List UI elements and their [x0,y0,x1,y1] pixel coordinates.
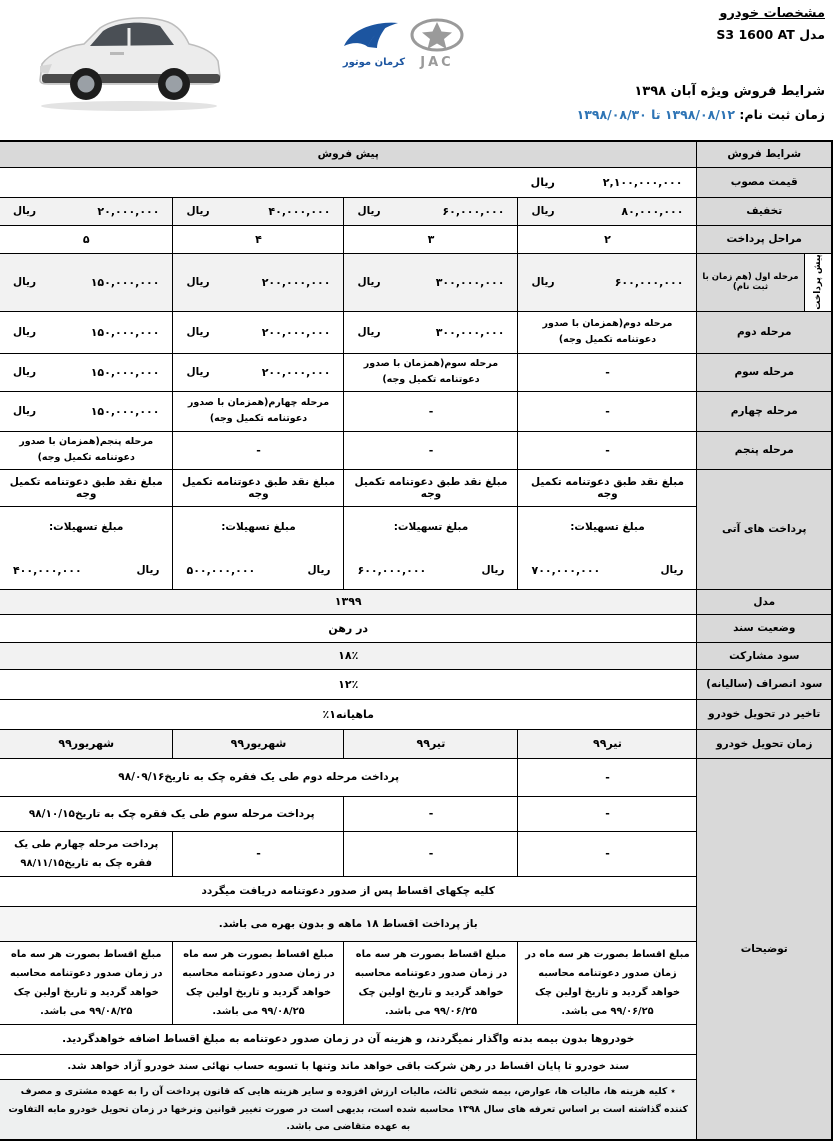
rial-unit: ریال [357,276,381,288]
stage1-value: ۶۰۰,۰۰۰,۰۰۰ [614,275,684,289]
discount-value: ۲۰,۰۰۰,۰۰۰ [97,204,160,218]
rial-unit: ریال [12,326,36,338]
rial-unit: ریال [531,205,555,217]
delivery-time-cell: شهریور۹۹ [173,729,344,758]
discount-value: ۴۰,۰۰۰,۰۰۰ [268,204,331,218]
empty-dash-cell: - [518,758,697,796]
sale-conditions-title: شرایط فروش ویژه آبان ۱۳۹۸ [634,84,825,99]
empty-dash-cell: - [344,391,518,431]
stage1-amount-cell [344,253,518,311]
stages-count-cell: ۵ [0,225,173,253]
kerman-motor-logo [334,20,414,72]
presale-header-cell: پیش فروش [0,141,697,167]
facility-label: مبلغ تسهیلات: [48,520,124,533]
stage1-value: ۲۰۰,۰۰۰,۰۰۰ [261,275,331,289]
rial-unit: ریال [186,366,210,378]
label-document-status: وضعیت سند [697,614,832,642]
label-stage3: مرحله سوم [697,353,832,391]
row-discount [0,197,832,225]
delivery-time-cell: تیر۹۹ [518,729,697,758]
empty-dash-cell: - [518,391,697,431]
stage4-amount-cell [0,391,173,431]
stage3-value: ۱۵۰,۰۰۰,۰۰۰ [90,365,160,379]
row-stage2 [0,311,832,353]
empty-dash-cell: - [344,796,518,831]
row-presale-header [0,141,832,167]
cash-note-cell: مبلغ نقد طبق دعوتنامه تکمیل وجه [0,469,173,506]
rial-unit: ریال [530,175,555,189]
facility-cell [518,506,697,589]
svg-text:کرمان موتور: کرمان موتور [342,57,406,68]
stage3-amount-cell [0,353,173,391]
facility-cell [344,506,518,589]
rial-unit: ریال [307,564,331,576]
prepayment-vertical-label: پیش پرداخت [812,254,823,310]
rial-unit: ریال [186,276,210,288]
facility-label: مبلغ تسهیلات: [393,520,469,533]
facility-cell [173,506,344,589]
insurance-note-cell: خودروها بدون بیمه بدنه واگذار نمیگردند، و هزینه آن در زمان صدور دعوتنامه به مبلغ اقساط اضافه خواهدگردید. [0,1024,697,1054]
delivery-time-cell: شهریور۹۹ [0,729,173,758]
empty-dash-cell: - [173,831,344,876]
empty-dash-cell: - [173,431,344,469]
footnote-cell: ٭ کلیه هزینه ها، مالیات ها، عوارض، بیمه شخص ثالث، مالیات ارزش افزوده و سایر هزینه هایی که قانون پرداخت آن را به عهده مشتری و مصرف کننده گذاشته است بر اساس تعرفه های سال ۱۳۹۸ محاسبه شده است، بدیهی است در صورت تغییر قوانین ونرخها در زمان تحویل خودرو مابه التفاوت به عهده متقاضی می باشد. [0,1079,697,1139]
approved-price-value: ۲,۱۰۰,۰۰۰,۰۰۰ [602,175,683,189]
rial-unit: ریال [357,205,381,217]
rial-unit: ریال [186,326,210,338]
stage2-amount-cell [344,311,518,353]
label-stage2: مرحله دوم [697,311,832,353]
stage1-amount-cell [518,253,697,311]
cash-note-cell: مبلغ نقد طبق دعوتنامه تکمیل وجه [173,469,344,506]
stage1-amount-cell [173,253,344,311]
document-status-cell: در رهن [0,614,697,642]
row-delivery-delay [0,699,832,729]
discount-cell [344,197,518,225]
vehicle-specs-block [716,6,825,42]
label-participation-profit: سود مشارکت [697,642,832,669]
rial-unit: ریال [12,366,36,378]
stage2-value: ۲۰۰,۰۰۰,۰۰۰ [261,325,331,339]
car-image [22,2,237,120]
row-stage1 [0,253,832,311]
stage5-note-cell: مرحله پنجم(همزمان با صدور دعوتنامه تکمیل وجه) [0,431,173,469]
installment-note-cell: مبلغ اقساط بصورت هر سه ماه در زمان صدور دعوتنامه محاسبه خواهد گردید و تاریخ اولین چک ۹۹/۰۸/۲۵ می باشد. [0,941,173,1024]
row-cash-amount [0,469,832,506]
rial-unit: ریال [531,276,555,288]
stage1-value: ۱۵۰,۰۰۰,۰۰۰ [90,275,160,289]
model-label: مدل [799,27,825,42]
delivery-delay-value: ٪۱ماهیانه [322,707,374,721]
label-payment-stages: مراحل پرداخت [697,225,832,253]
stages-count-cell: ۲ [518,225,697,253]
cancellation-profit-cell [0,669,697,699]
stage3-note-cell: مرحله سوم(همزمان با صدور دعوتنامه تکمیل وجه) [344,353,518,391]
row-payment-stages [0,225,832,253]
row-model-year [0,589,832,614]
stage2-amount-cell [173,311,344,353]
stages-count-cell: ۳ [344,225,518,253]
registration-label: زمان ثبت نام: [739,107,825,122]
svg-text:JAC: JAC [420,55,454,70]
model-value: S3 1600 AT [716,27,795,42]
label-future-payments: پرداخت های آتی [697,469,832,589]
label-stage5: مرحله پنجم [697,431,832,469]
facility-label: مبلغ تسهیلات: [221,520,296,533]
stage3-value: ۲۰۰,۰۰۰,۰۰۰ [261,365,331,379]
registration-period [577,107,825,122]
label-discount: تخفیف [697,197,832,225]
label-approved-price: قیمت مصوب [697,167,832,197]
row-participation-profit [0,642,832,669]
stage2-value: ۱۵۰,۰۰۰,۰۰۰ [90,325,160,339]
cancellation-profit-value: ۱۲٪ [338,677,359,691]
registration-dates: ۱۳۹۸/۰۸/۱۲ تا ۱۳۹۸/۰۸/۳۰ [576,107,736,122]
empty-dash-cell: - [518,431,697,469]
facility-cell [0,506,173,589]
specs-title: مشخصات خودرو [719,6,825,21]
rial-unit: ریال [357,326,381,338]
sales-conditions-table [0,140,833,1141]
row-stage5 [0,431,832,469]
discount-value: ۶۰,۰۰۰,۰۰۰ [442,204,505,218]
stage2-value: ۳۰۰,۰۰۰,۰۰۰ [435,325,505,339]
row-cheque-stage2 [0,758,832,796]
discount-cell [0,197,173,225]
rial-unit: ریال [660,564,684,576]
label-notes: توضیحات [697,758,832,1140]
cash-note-cell: مبلغ نقد طبق دعوتنامه تکمیل وجه [344,469,518,506]
document-note-cell: سند خودرو تا پایان اقساط در رهن شرکت باقی خواهد ماند وتنها با تسویه حساب نهائی سند خودرو آزاد خواهد شد. [0,1054,697,1079]
row-stage4 [0,391,832,431]
approved-price-cell [0,167,697,197]
installment-note-cell: مبلغ اقساط بصورت هر سه ماه در زمان صدور دعوتنامه محاسبه خواهد گردید و تاریخ اولین چک ۹۹/۰۶/۲۵ می باشد. [518,941,697,1024]
stage3-amount-cell [173,353,344,391]
label-stage1: مرحله اول (هم زمان با ثبت نام) [697,253,804,311]
facility-value: ۷۰۰,۰۰۰,۰۰۰ [531,563,601,577]
label-model-year: مدل [697,589,832,614]
cheque2-note-cell: پرداخت مرحله دوم طی یک فقره چک به تاریخ۹۸/۰۹/۱۶ [0,758,518,796]
page-header [0,0,833,140]
jac-logo [408,14,466,72]
rial-unit: ریال [12,205,36,217]
empty-dash-cell: - [518,831,697,876]
participation-profit-cell [0,642,697,669]
stages-count-cell: ۴ [173,225,344,253]
stage1-amount-cell [0,253,173,311]
label-delivery-time: زمان تحویل خودرو [697,729,832,758]
facility-label: مبلغ تسهیلات: [570,520,645,533]
prepayment-vertical-cell [804,253,832,311]
discount-cell [173,197,344,225]
installment-note-cell: مبلغ اقساط بصورت هر سه ماه در زمان صدور دعوتنامه محاسبه خواهد گردید و تاریخ اولین چک ۹۹/۰۸/۲۵ می باشد. [173,941,344,1024]
stage2-amount-cell [0,311,173,353]
cheque3-note-cell: پرداخت مرحله سوم طی یک فقره چک به تاریخ۹۸/۱۰/۱۵ [0,796,344,831]
row-cancellation-profit [0,669,832,699]
label-cancellation-profit: سود انصراف (سالیانه) [697,669,832,699]
row-stage3 [0,353,832,391]
row-delivery-time [0,729,832,758]
discount-cell [518,197,697,225]
label-stage4: مرحله چهارم [697,391,832,431]
cheque4-note-cell: پرداخت مرحله چهارم طی یک فقره چک به تاریخ۹۸/۱۱/۱۵ [0,831,173,876]
cash-note-cell: مبلغ نقد طبق دعوتنامه تکمیل وجه [518,469,697,506]
discount-value: ۸۰,۰۰۰,۰۰۰ [621,204,684,218]
delivery-delay-cell [0,699,697,729]
empty-dash-cell: - [344,431,518,469]
delivery-time-cell: تیر۹۹ [344,729,518,758]
facility-value: ۵۰۰,۰۰۰,۰۰۰ [186,563,256,577]
rial-unit: ریال [12,276,36,288]
label-delivery-delay: تاخیر در تحویل خودرو [697,699,832,729]
rial-unit: ریال [186,205,210,217]
row-approved-price [0,167,832,197]
row-document-status [0,614,832,642]
installment-note-cell: مبلغ اقساط بصورت هر سه ماه در زمان صدور دعوتنامه محاسبه خواهد گردید و تاریخ اولین چک ۹۹/۰۶/۲۵ می باشد. [344,941,518,1024]
stage2-note-cell: مرحله دوم(همزمان با صدور دعوتنامه تکمیل وجه) [518,311,697,353]
facility-value: ۶۰۰,۰۰۰,۰۰۰ [357,563,427,577]
stage4-value: ۱۵۰,۰۰۰,۰۰۰ [90,404,160,418]
model-line [716,27,825,42]
rial-unit: ریال [481,564,505,576]
label-sales-conditions: شرایط فروش [697,141,832,167]
stage4-note-cell: مرحله چهارم(همزمان با صدور دعوتنامه تکمیل وجه) [173,391,344,431]
facility-value: ۴۰۰,۰۰۰,۰۰۰ [12,563,82,577]
repayment-note-cell: باز پرداخت اقساط ۱۸ ماهه و بدون بهره می باشد. [0,906,697,941]
rial-unit: ریال [12,405,36,417]
empty-dash-cell: - [344,831,518,876]
empty-dash-cell: - [518,353,697,391]
rial-unit: ریال [136,564,160,576]
participation-profit-value: ۱۸٪ [338,649,359,662]
model-year-cell: ۱۳۹۹ [0,589,697,614]
empty-dash-cell: - [518,796,697,831]
all-cheques-note-cell: کلیه چکهای اقساط پس از صدور دعوتنامه دریافت میگردد [0,876,697,906]
stage1-value: ۳۰۰,۰۰۰,۰۰۰ [435,275,505,289]
